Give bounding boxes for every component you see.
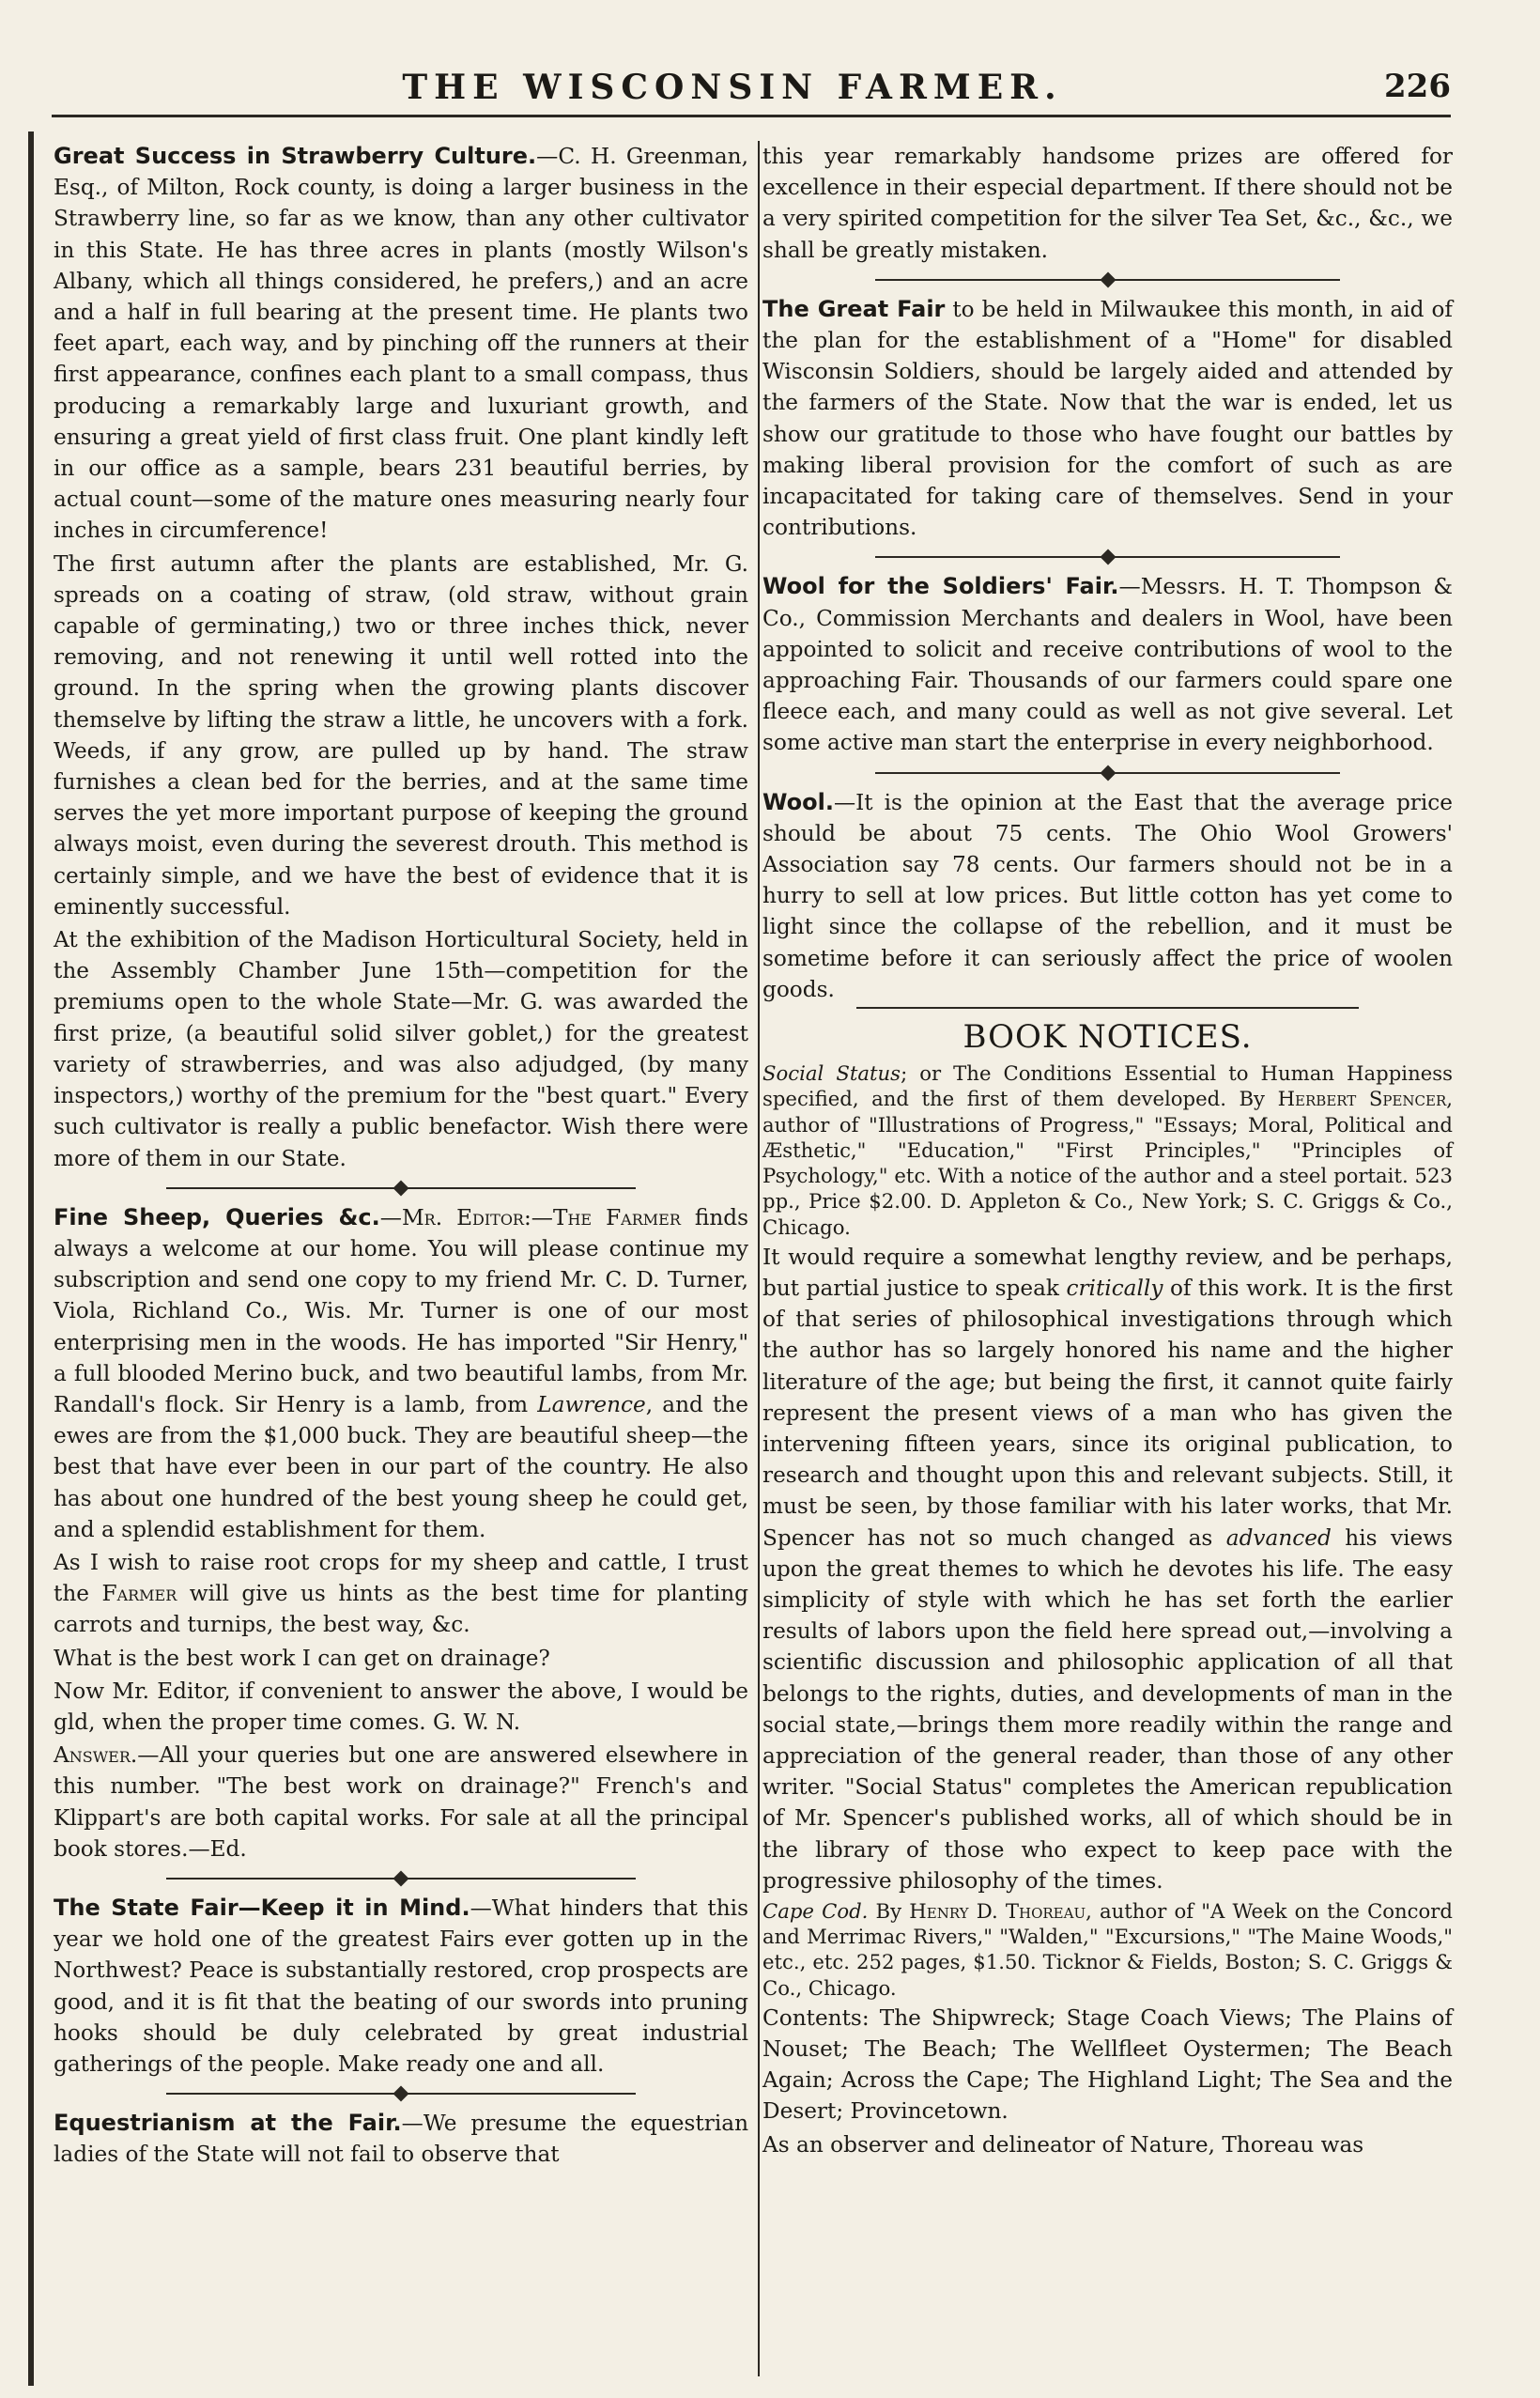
social-status-notice: Social Status; or The Conditions Essential to Human Happiness specified, and the first of them developed. By Herbert Spencer, author of "Illustrations of Progress," "Essays; Moral, Political and Æsthetic," "Education," "First Principles," "Principles of Psychology," etc. With a notice of the author and a steel portait. 523 pp., Price $2.00. D. Appleton & Co., New York; S. C. Griggs & Co., Chicago. — [762, 1061, 1453, 1239]
article-divider — [762, 765, 1453, 781]
book-notices-title: BOOK NOTICES. — [962, 1018, 1253, 1057]
article-divider — [54, 1180, 748, 1197]
wool-soldiers-article: Wool for the Soldiers' Fair.—Messrs. H. T. Thompson & Co., Commission Merchants and dealers in Wool, have been appointed to solicit and receive contributions of wool to the approaching Fair. Thousands of our farmers could spare one fleece each, and many could as well as not give several. Let some active man start the enterprise in every neighborhood. — [762, 573, 1453, 756]
sheep-paragraph-4: Now Mr. Editor, if convenient to answer the above, I would be gld, when the proper time comes. G. W. N. — [54, 1678, 748, 1735]
header-rule — [52, 115, 1451, 117]
sheep-paragraph-3: What is the best work I can get on drainage? — [54, 1645, 550, 1671]
strawberry-paragraph-2: The first autumn after the plants are established, Mr. G. spreads on a coating of straw, (old straw, without grain capable of germinating,) two or three inches thick, never removing, and not renewing it until well rotted into the ground. In the spring when the growing plants discover themselve by lifting the straw a little, he uncovers with a fork. Weeds, if any grow, are pulled up by hand. The straw furnishes a clean bed for the berries, and at the same time serves the yet more important purpose of keeping the ground always moist, even during the severest drouth. This method is certainly simple, and we have the best of evidence that it is eminently successful. — [54, 550, 748, 920]
great-fair-article: The Great Fair to be held in Milwaukee this month, in aid of the plan for the establishment of a "Home" for disabled Wisconsin Soldiers, should be largely aided and attended by the farmers of the State. Now that the war is ended, let us show our gratitude to those who have fought our battles by making liberal provision for the comfort of such as are incapacitated for taking care of themselves. Send in your contributions. — [762, 295, 1453, 541]
cape-cod-contents: Contents: The Shipwreck; Stage Coach Views; The Plains of Nouset; The Beach; The Wellfleet Oystermen; The Beach Again; Across the Cape; The Highland Light; The Sea and the Desert; Provincetown. — [762, 2004, 1453, 2125]
state-fair-headline: The State Fair—Keep it in Mind. — [54, 1894, 470, 1921]
wool-article: Wool.—It is the opinion at the East that the average price should be about 75 cents. The Ohio Wool Growers' Association say 78 cents. Our farmers should not be in a hurry to sell at low prices. But little cotton has yet come to light since the collapse of the rebellion, and it must be sometime before it can seriously affect the price of woolen goods. — [762, 788, 1453, 1002]
sheep-article: Fine Sheep, Queries &c.—Mr. Editor:—The Farmer finds always a welcome at our home. You will please continue my subscription and send one copy to my friend Mr. C. D. Turner, Viola, Richland Co., Wis. Mr. Turner is one of our most enterprising men in the woods. He has imported "Sir Henry," a full blooded Merino buck, and two beautiful lambs, from Mr. Randall's flock. Sir Henry is a lamb, from Lawrence, and the ewes are from the $1,000 buck. They are beautiful sheep—the best that have ever been in our part of the country. He also has about one hundred of the best young sheep he could get, and a splendid establishment for them. — [54, 1203, 748, 1542]
article-divider — [762, 549, 1453, 565]
page-header-title: THE WISCONSIN FARMER. — [402, 68, 1063, 107]
answer-label: Answer. — [54, 1742, 138, 1769]
social-status-title: Social Status — [762, 1061, 901, 1086]
sheep-headline: Fine Sheep, Queries &c. — [54, 1203, 380, 1230]
continuation-paragraph: this year remarkably handsome prizes are offered for excellence in their especial department. If there should not be a very spirited competition for the silver Tea Set, &c., &c., we shall be greatly mistaken. — [762, 144, 1453, 263]
page-number: 226 — [1384, 68, 1451, 105]
equestrianism-article: Equestrianism at the Fair.—We presume the equestrian ladies of the State will not fail to observe that — [54, 2110, 748, 2168]
social-status-review: It would require a somewhat lengthy review, and be perhaps, but partial justice to speak critically of this work. It is the first of that series of philosophical investigations through which the author has so largely honored his name and the higher literature of the age; but being the first, it cannot quite fairly represent the present views of a man who has given the intervening fifteen years, since its original publication, to research and thought upon this and relevant subjects. Still, it must be seen, by those familiar with his later works, that Mr. Spencer has not so much changed as advanced his views upon the great themes to which he devotes his life. The easy simplicity of style with which he has set forth the earlier results of labors upon the field here spread out,—involving a scientific discussion and philosophic application of all that belongs to the rights, duties, and developments of man in the social state,—brings them more readily within the range and appreciation of the general reader, than those of any other writer. "Social Status" completes the American republication of Mr. Spencer's published works, all of which should be in the library of those who expect to keep pace with the progressive philosophy of the times. — [762, 1244, 1453, 1894]
thoreau-paragraph: As an observer and delineator of Nature, Thoreau was — [762, 2131, 1364, 2158]
left-column — [54, 141, 748, 2173]
right-column — [762, 141, 1453, 2162]
article-divider — [54, 1870, 748, 1887]
state-fair-article: The State Fair—Keep it in Mind.—What hinders that this year we hold one of the greatest Fairs ever gotten up in the Northwest? Peace is substantially restored, crop prospects are good, and it is fit that the beating of our swords into pruning hooks should be duly celebrated by great industrial gatherings of the people. Make ready one and all. — [54, 1894, 748, 2077]
article-divider — [762, 271, 1453, 288]
equestrianism-headline: Equestrianism at the Fair. — [54, 2110, 402, 2137]
farmer-name: Farmer — [606, 1204, 681, 1230]
column-divider — [758, 141, 760, 2376]
cape-cod-notice: Cape Cod. By Henry D. Thoreau, author of "A Week on the Concord and Merrimac Rivers," "Walden," "Excursions," "The Maine Woods," etc., etc. 252 pages, $1.50. Ticknor & Fields, Boston; S. C. Griggs & Co., Chicago. — [762, 1898, 1453, 2000]
section-rule — [856, 1007, 1359, 1009]
wool-headline: Wool. — [762, 788, 834, 815]
wool-soldiers-headline: Wool for the Soldiers' Fair. — [762, 573, 1119, 600]
strawberry-paragraph-3: At the exhibition of the Madison Horticultural Society, held in the Assembly Chamber June 15th—competition for the premiums open to the whole State—Mr. G. was awarded the first prize, (a beautiful solid silver goblet,) for the greatest variety of strawberries, and was also adjudged, (by many inspectors,) worthy of the premium for the "best quart." Every such cultivator is really a public benefactor. Wish there were more of them in our State. — [54, 927, 748, 1171]
cape-cod-title: Cape Cod. — [762, 1898, 869, 1923]
article-divider — [54, 2085, 748, 2102]
strawberry-headline: Great Success in Strawberry Culture. — [54, 143, 537, 169]
great-fair-headline: The Great Fair — [762, 295, 946, 322]
strawberry-paragraph-1: —C. H. Greenman, Esq., of Milton, Rock county, is doing a larger business in the Strawberry line, so far as we know, than any other cultivator in this State. He has three acres in plants (mostly Wilson's Albany, which all things considered, he prefers,) and an acre and a half in full bearing at the present time. He plants two feet apart, each way, and by pinching off the runners at their first appearance, confines each plant to a small compass, thus producing a remarkably large and luxuriant growth, and ensuring a great yield of first class fruit. One plant kindly left in our office as a sample, bears 231 beautiful berries, by actual count—some of the mature ones measuring nearly four inches in circumference! — [54, 144, 748, 544]
left-margin-rule — [28, 132, 34, 2386]
sheep-paragraph-2: As I wish to raise root crops for my sheep and cattle, I trust the Farmer will give us hints as the best time for planting carrots and turnips, the best way, &c. — [54, 1549, 748, 1638]
sheep-answer: Answer.—All your queries but one are answered elsewhere in this number. "The best work on drainage?" French's and Klippart's are both capital works. For sale at all the principal book stores.—Ed. — [54, 1742, 748, 1862]
strawberry-article — [54, 141, 748, 547]
